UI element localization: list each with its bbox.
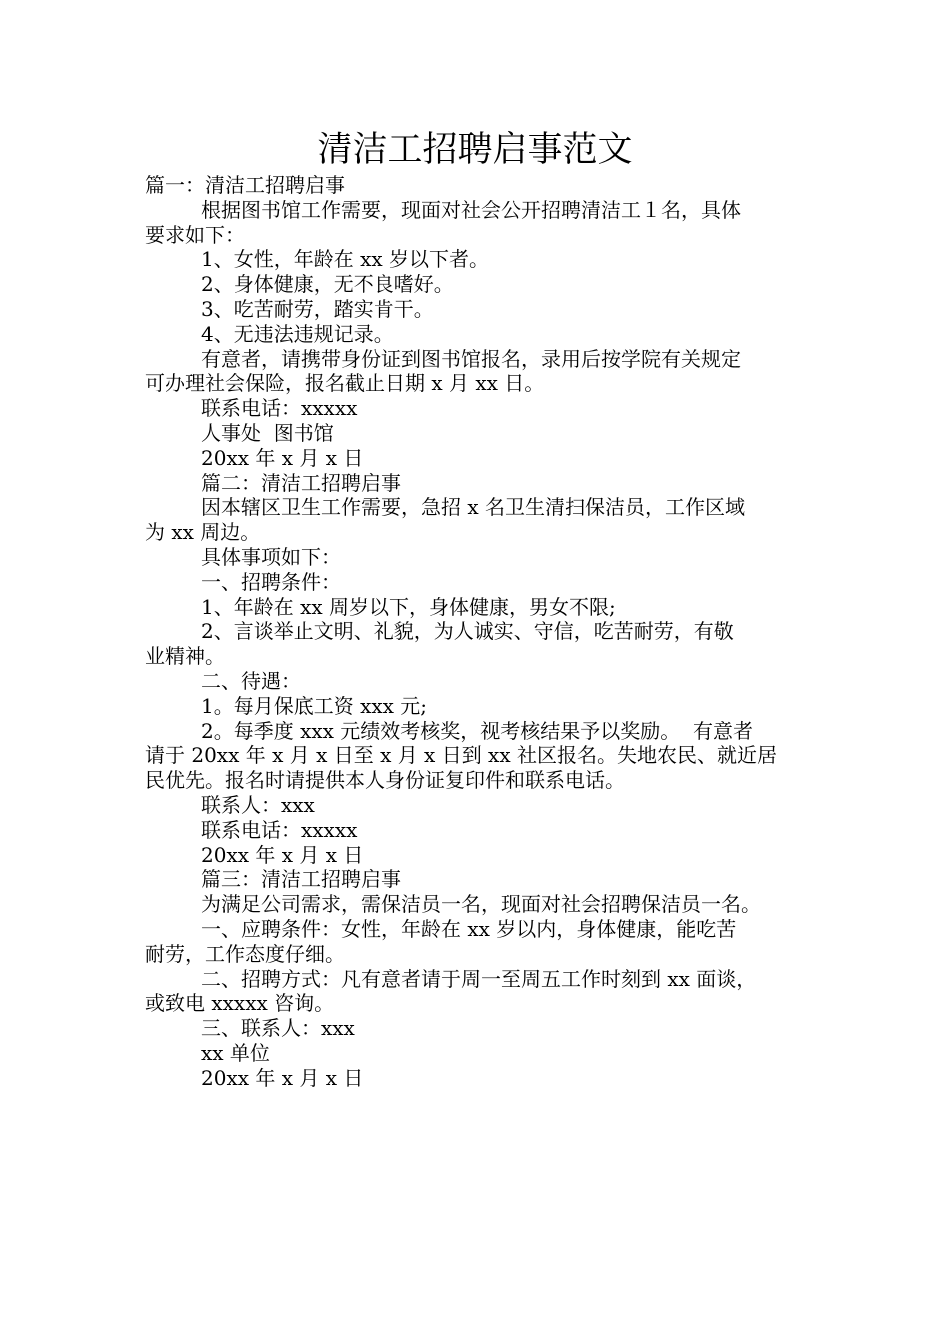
paragraph-line: 可办理社会保险，报名截止日期 x 月 xx 日。 bbox=[145, 371, 545, 396]
subheading: 一、招聘条件： bbox=[201, 569, 341, 594]
paragraph-line: 要求如下： bbox=[145, 222, 245, 247]
paragraph-line: 因本辖区卫生工作需要，急招 x 名卫生清扫保洁员，工作区域 bbox=[201, 495, 745, 520]
paragraph-line: 耐劳，工作态度仔细。 bbox=[145, 941, 345, 966]
paragraph-line: 有意者，请携带身份证到图书馆报名，录用后按学院有关规定 bbox=[201, 346, 741, 371]
list-item: 2。每季度 xxx 元绩效考核奖，视考核结果予以奖励。 有意者 bbox=[201, 718, 753, 743]
signature-department: 人事处 图书馆 bbox=[201, 420, 334, 445]
list-item: 1、年龄在 xx 周岁以下，身体健康，男女不限; bbox=[201, 594, 616, 619]
list-item: 2、言谈举止文明、礼貌，为人诚实、守信，吃苦耐劳，有敬 bbox=[201, 619, 734, 644]
contact-person: 三、联系人：xxx bbox=[201, 1016, 355, 1041]
paragraph-line: 为 xx 周边。 bbox=[145, 520, 261, 545]
list-item: 3、吃苦耐劳，踏实肯干。 bbox=[201, 296, 434, 321]
contact-phone: 联系电话：xxxxx bbox=[201, 817, 358, 842]
document-body bbox=[145, 173, 815, 1090]
date-line: 20xx 年 x 月 x 日 bbox=[201, 445, 364, 470]
section-heading-3: 篇三：清洁工招聘启事 bbox=[201, 867, 401, 892]
section-heading-2: 篇二：清洁工招聘启事 bbox=[201, 470, 401, 495]
document-title: 清洁工招聘启事范文 bbox=[317, 130, 633, 170]
signature-unit: xx 单位 bbox=[201, 1040, 270, 1065]
contact-person: 联系人：xxx bbox=[201, 792, 315, 817]
list-item: 二、招聘方式：凡有意者请于周一至周五工作时刻到 xx 面谈， bbox=[201, 966, 757, 991]
section-heading-1: 篇一：清洁工招聘启事 bbox=[145, 173, 345, 197]
contact-phone: 联系电话：xxxxx bbox=[201, 396, 358, 421]
paragraph-line: 为满足公司需求，需保洁员一名，现面对社会招聘保洁员一名。 bbox=[201, 892, 761, 917]
list-item: 4、无违法违规记录。 bbox=[201, 321, 394, 346]
list-item: 1、女性，年龄在 xx 岁以下者。 bbox=[201, 247, 489, 272]
paragraph-line: 具体事项如下： bbox=[201, 544, 341, 569]
list-item: 一、应聘条件：女性，年龄在 xx 岁以内，身体健康，能吃苦 bbox=[201, 916, 737, 941]
date-line: 20xx 年 x 月 x 日 bbox=[201, 1065, 364, 1090]
paragraph-line: 请于 20xx 年 x 月 x 日至 x 月 x 日到 xx 社区报名。失地农民、就近居 bbox=[145, 743, 777, 768]
list-item: 2、身体健康，无不良嗜好。 bbox=[201, 272, 454, 297]
paragraph-line: 业精神。 bbox=[145, 644, 225, 669]
paragraph-line: 或致电 xxxxx 咨询。 bbox=[145, 991, 335, 1016]
list-item: 1。每月保底工资 xxx 元; bbox=[201, 693, 428, 718]
paragraph-line: 民优先。报名时请提供本人身份证复印件和联系电话。 bbox=[145, 768, 625, 793]
date-line: 20xx 年 x 月 x 日 bbox=[201, 842, 364, 867]
paragraph-line: 根据图书馆工作需要，现面对社会公开招聘清洁工１名，具体 bbox=[201, 197, 741, 222]
subheading: 二、待遇： bbox=[201, 668, 301, 693]
